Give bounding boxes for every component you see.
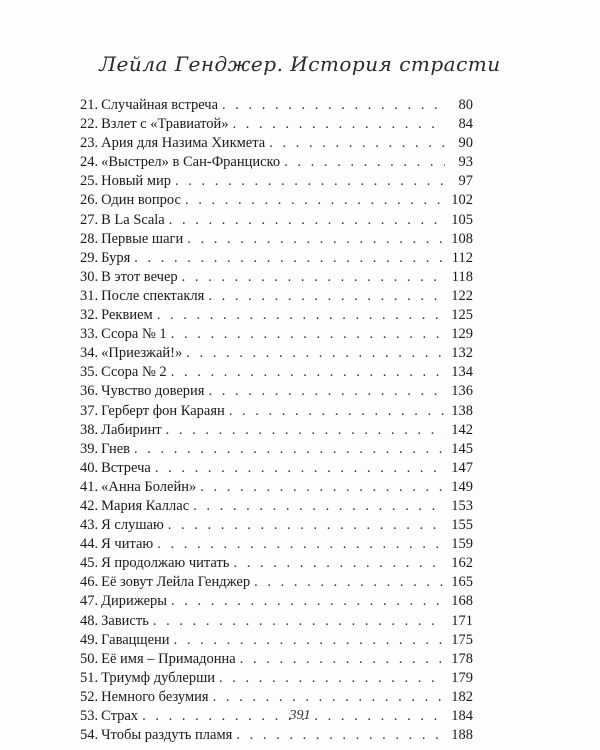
toc-entry-title: Я продолжаю читать [101, 555, 230, 572]
toc-entry-title: Мария Каллас [101, 497, 190, 514]
toc-entry-page: 112 [451, 249, 473, 266]
toc-entry-number: 45. [80, 555, 99, 572]
toc-entry-title: «Выстрел» в Сан-Франциско [101, 154, 281, 171]
toc-entry-number: 37. [80, 402, 99, 419]
dot-leader [236, 726, 445, 745]
toc-entry-number: 36. [80, 383, 99, 400]
toc-entry [80, 153, 473, 172]
dot-leader [174, 631, 445, 650]
toc-entry-page: 138 [451, 402, 473, 419]
toc-entry-number: 26. [80, 192, 99, 209]
running-head: Лейла Генджер. История страсти [99, 52, 501, 76]
toc-entry-number: 25. [80, 173, 99, 190]
toc-entry-page: 179 [451, 669, 473, 686]
toc-entry-title: Ссора № 2 [101, 364, 167, 381]
toc-entry-title: Ссора № 1 [101, 326, 167, 343]
toc-entry-title: Её имя – Примадонна [101, 650, 236, 667]
toc-entry-number: 33. [80, 326, 99, 343]
toc-entry-number: 29. [80, 249, 99, 266]
toc-entry [80, 96, 473, 115]
toc-entry [80, 363, 473, 382]
toc-entry-number: 49. [80, 631, 99, 648]
dot-leader [157, 306, 445, 325]
dot-leader [134, 249, 445, 268]
toc-entry-title: В La Scala [101, 211, 165, 228]
toc-entry [80, 421, 473, 440]
toc-entry-title: Буря [101, 249, 131, 266]
toc-entry-page: 136 [451, 383, 473, 400]
dot-leader [169, 211, 445, 230]
toc-entry-page: 142 [451, 421, 473, 438]
dot-leader [182, 268, 445, 287]
toc-entry-page: 155 [451, 517, 473, 534]
dot-leader [233, 115, 445, 134]
toc-entry-page: 168 [451, 593, 473, 610]
toc-entry-number: 27. [80, 211, 99, 228]
toc-entry-number: 54. [80, 727, 99, 744]
toc-entry [80, 249, 473, 268]
toc-entry-page: 102 [451, 192, 473, 209]
toc-entry-number: 38. [80, 421, 99, 438]
toc-entry [80, 573, 473, 592]
dot-leader [222, 96, 445, 115]
toc-entry [80, 325, 473, 344]
table-of-contents [80, 96, 473, 745]
toc-entry [80, 440, 473, 459]
dot-leader [200, 478, 445, 497]
toc-entry-title: «Анна Болейн» [101, 478, 197, 495]
toc-entry-title: Немного безумия [101, 688, 209, 705]
toc-entry-number: 44. [80, 536, 99, 553]
toc-entry-title: Один вопрос [101, 192, 181, 209]
toc-entry-title: Я читаю [101, 536, 154, 553]
toc-entry-page: 175 [451, 631, 473, 648]
toc-entry-page: 97 [458, 173, 473, 190]
toc-entry-page: 122 [451, 287, 473, 304]
toc-entry-page: 147 [451, 459, 473, 476]
toc-entry-number: 21. [80, 97, 99, 113]
page-number: 391 [289, 708, 311, 723]
dot-leader [229, 402, 445, 421]
dot-leader [208, 382, 445, 401]
toc-entry [80, 172, 473, 191]
toc-entry [80, 268, 473, 287]
toc-entry-page: 159 [451, 536, 473, 553]
toc-entry-page: 188 [451, 727, 473, 744]
toc-entry-title: Лабиринт [101, 421, 162, 438]
toc-entry-number: 52. [80, 688, 99, 705]
toc-entry [80, 306, 473, 325]
dot-leader [219, 669, 445, 688]
toc-entry [80, 650, 473, 669]
toc-entry-number: 34. [80, 345, 99, 362]
toc-entry-title: В этот вечер [101, 268, 178, 285]
toc-entry [80, 554, 473, 573]
toc-entry-title: Триумф дублерши [101, 669, 215, 686]
toc-entry-page: 165 [451, 574, 473, 591]
dot-leader [166, 421, 445, 440]
dot-leader [269, 134, 445, 153]
toc-entry-title: Случайная встреча [101, 97, 219, 113]
toc-entry-number: 43. [80, 517, 99, 534]
toc-entry [80, 669, 473, 688]
toc-entry-page: 84 [458, 116, 473, 133]
toc-entry [80, 287, 473, 306]
dot-leader [171, 363, 445, 382]
toc-entry-number: 40. [80, 459, 99, 476]
toc-entry-page: 129 [451, 326, 473, 343]
toc-entry-page: 90 [458, 135, 473, 152]
toc-entry-number: 32. [80, 307, 99, 324]
toc-entry-page: 182 [451, 688, 473, 705]
toc-entry [80, 516, 473, 535]
toc-entry-title: Встреча [101, 459, 151, 476]
toc-entry-title: Герберт фон Караян [101, 402, 225, 419]
toc-entry-title: Дирижеры [101, 593, 168, 610]
toc-entry-number: 41. [80, 478, 99, 495]
dot-leader [157, 535, 445, 554]
toc-entry [80, 459, 473, 478]
toc-entry-title: Я слушаю [101, 517, 164, 534]
toc-entry-title: «Приезжай!» [101, 345, 183, 362]
toc-entry-number: 42. [80, 497, 99, 514]
toc-entry-page: 93 [458, 154, 473, 171]
toc-entry-page: 132 [451, 345, 473, 362]
toc-entry [80, 592, 473, 611]
toc-entry-title: Ария для Назима Хикмета [101, 135, 266, 152]
toc-entry-page: 108 [451, 230, 473, 247]
toc-entry-number: 31. [80, 287, 99, 304]
dot-leader [186, 344, 445, 363]
toc-entry-number: 35. [80, 364, 99, 381]
toc-entry [80, 382, 473, 401]
toc-entry [80, 612, 473, 631]
toc-entry-title: Гавацщени [101, 631, 170, 648]
toc-entry-number: 39. [80, 440, 99, 457]
toc-entry-page: 125 [451, 307, 473, 324]
dot-leader [185, 191, 445, 210]
toc-entry [80, 191, 473, 210]
toc-entry-number: 53. [80, 708, 99, 724]
toc-entry-page: 145 [451, 440, 473, 457]
dot-leader [175, 172, 445, 191]
dot-leader [284, 153, 445, 172]
toc-entry [80, 631, 473, 650]
toc-entry-number: 47. [80, 593, 99, 610]
toc-entry [80, 344, 473, 363]
toc-entry-title: Новый мир [101, 173, 172, 190]
toc-entry-number: 51. [80, 669, 99, 686]
toc-entry-number: 23. [80, 135, 99, 152]
toc-entry-page: 105 [451, 211, 473, 228]
toc-entry [80, 402, 473, 421]
dot-leader [254, 573, 445, 592]
toc-entry-page: 118 [451, 268, 473, 285]
dot-leader [171, 325, 445, 344]
dot-leader [213, 688, 445, 707]
toc-entry-title: Страх [101, 708, 139, 724]
toc-entry-number: 24. [80, 154, 99, 171]
toc-entry [80, 535, 473, 554]
toc-entry-number: 22. [80, 116, 99, 133]
toc-entry-page: 178 [451, 650, 473, 667]
toc-entry [80, 115, 473, 134]
dot-leader [187, 230, 445, 249]
toc-entry-page: 149 [451, 478, 473, 495]
toc-entry-title: Чтобы раздуть пламя [101, 727, 233, 744]
toc-entry-page: 80 [458, 97, 473, 113]
toc-entry [80, 478, 473, 497]
dot-leader [208, 287, 445, 306]
toc-entry-title: После спектакля [101, 287, 205, 304]
toc-entry [80, 726, 473, 745]
dot-leader [171, 592, 445, 611]
toc-entry [80, 230, 473, 249]
toc-entry-number: 50. [80, 650, 99, 667]
toc-entry-title: Гнев [101, 440, 130, 457]
toc-entry-page: 153 [451, 497, 473, 514]
dot-leader [168, 516, 445, 535]
toc-entry [80, 688, 473, 707]
toc-entry-number: 46. [80, 574, 99, 591]
toc-entry-page: 171 [451, 612, 473, 629]
toc-entry-number: 30. [80, 268, 99, 285]
toc-entry [80, 134, 473, 153]
dot-leader [153, 612, 445, 631]
toc-entry-title: Взлет с «Травиатой» [101, 116, 229, 133]
toc-entry [80, 211, 473, 230]
toc-entry-page: 184 [451, 708, 473, 724]
dot-leader [134, 440, 445, 459]
toc-entry-title: Зависть [101, 612, 149, 629]
toc-entry-title: Её зовут Лейла Генджер [101, 574, 251, 591]
dot-leader [193, 497, 445, 516]
dot-leader [233, 554, 445, 573]
toc-entry-number: 48. [80, 612, 99, 629]
dot-leader [155, 459, 445, 478]
toc-entry-title: Реквием [101, 307, 153, 324]
toc-entry-page: 134 [451, 364, 473, 381]
dot-leader [240, 650, 445, 669]
toc-entry-page: 162 [451, 555, 473, 572]
toc-entry-number: 28. [80, 230, 99, 247]
toc-entry [80, 497, 473, 516]
toc-entry-title: Чувство доверия [101, 383, 205, 400]
toc-entry-title: Первые шаги [101, 230, 184, 247]
